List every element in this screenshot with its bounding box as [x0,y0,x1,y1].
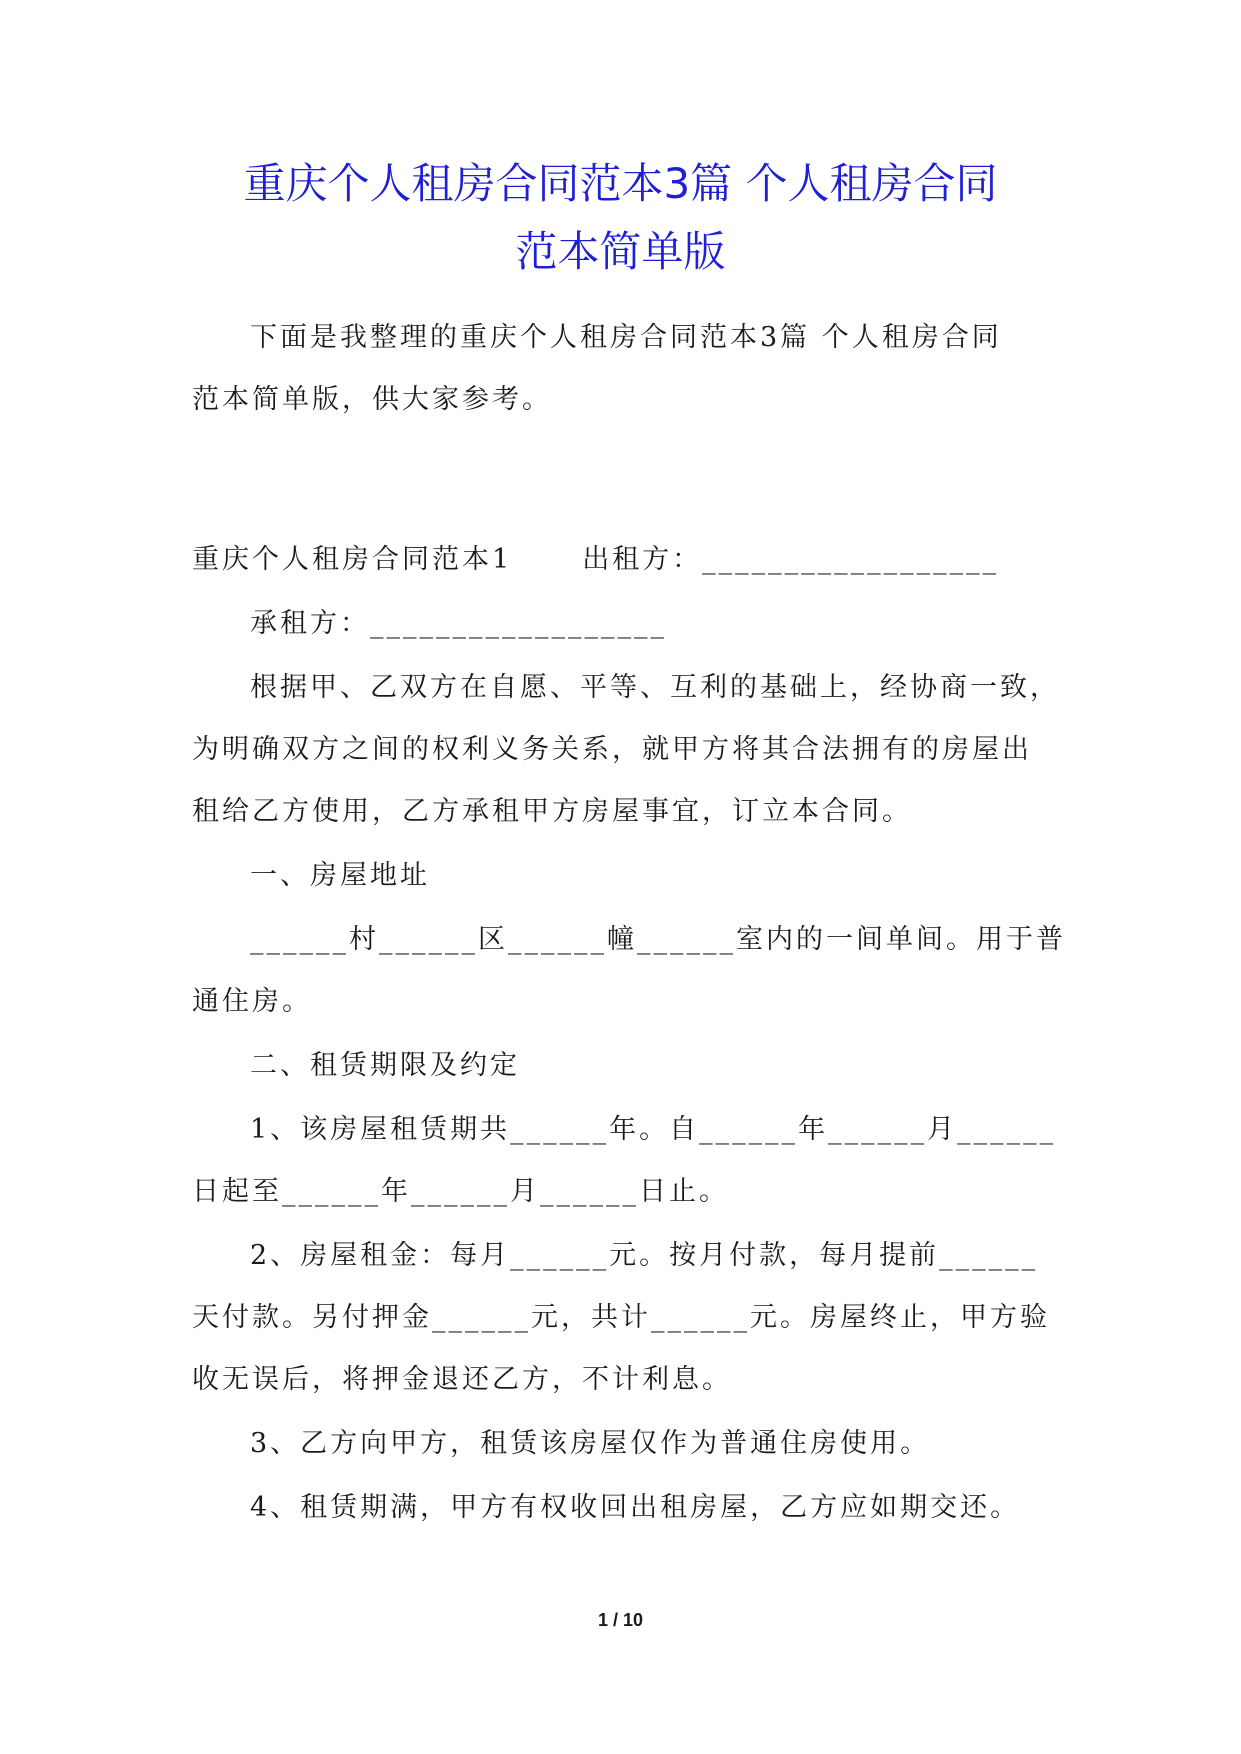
intro-line-2: 范本简单版，供大家参考。 [192,384,552,415]
para1-line-3: 租给乙方使用，乙方承租甲方房屋事宜，订立本合同。 [192,796,912,827]
page-number: 1 / 10 [597,1610,644,1630]
item2-line-1: 2、房屋租金：每月______元。按月付款，每月提前______ [250,1240,1039,1271]
section1-line-2: 通住房。 [192,986,312,1017]
item3: 3、乙方向甲方，租赁该房屋仅作为普通住房使用。 [250,1428,931,1459]
item2-line-3: 收无误后，将押金退还乙方，不计利息。 [192,1364,732,1395]
title-line-1: 重庆个人租房合同范本3篇 个人租房合同 [243,159,998,208]
section1-title: 一、房屋地址 [250,860,430,891]
section2-title: 二、租赁期限及约定 [250,1050,520,1081]
document-title [150,150,1091,286]
sample-heading-row [192,540,999,580]
sample-heading: 重庆个人租房合同范本1 [192,544,513,575]
item2-line-2: 天付款。另付押金______元，共计______元。房屋终止，甲方验 [192,1302,1050,1333]
para1-line-1: 根据甲、乙双方在自愿、平等、互利的基础上，经协商一致， [250,672,1060,703]
title-line-2: 范本简单版 [515,227,726,276]
lessee-field: 承租方：__________________ [250,608,667,639]
item1-line-2: 日起至______年______月______日止。 [192,1176,729,1207]
item1-line-1: 1、该房屋租赁期共______年。自______年______月______ [250,1114,1057,1145]
section1-line-1: ______村______区______幢______室内的一间单间。用于普 [250,924,1066,955]
item4: 4、租赁期满，甲方有权收回出租房屋，乙方应如期交还。 [250,1492,1021,1523]
lessor-field: 出租方：__________________ [582,544,1000,575]
intro-line-1: 下面是我整理的重庆个人租房合同范本3篇 个人租房合同 [250,322,1002,353]
para1-line-2: 为明确双方之间的权利义务关系，就甲方将其合法拥有的房屋出 [192,734,1032,765]
